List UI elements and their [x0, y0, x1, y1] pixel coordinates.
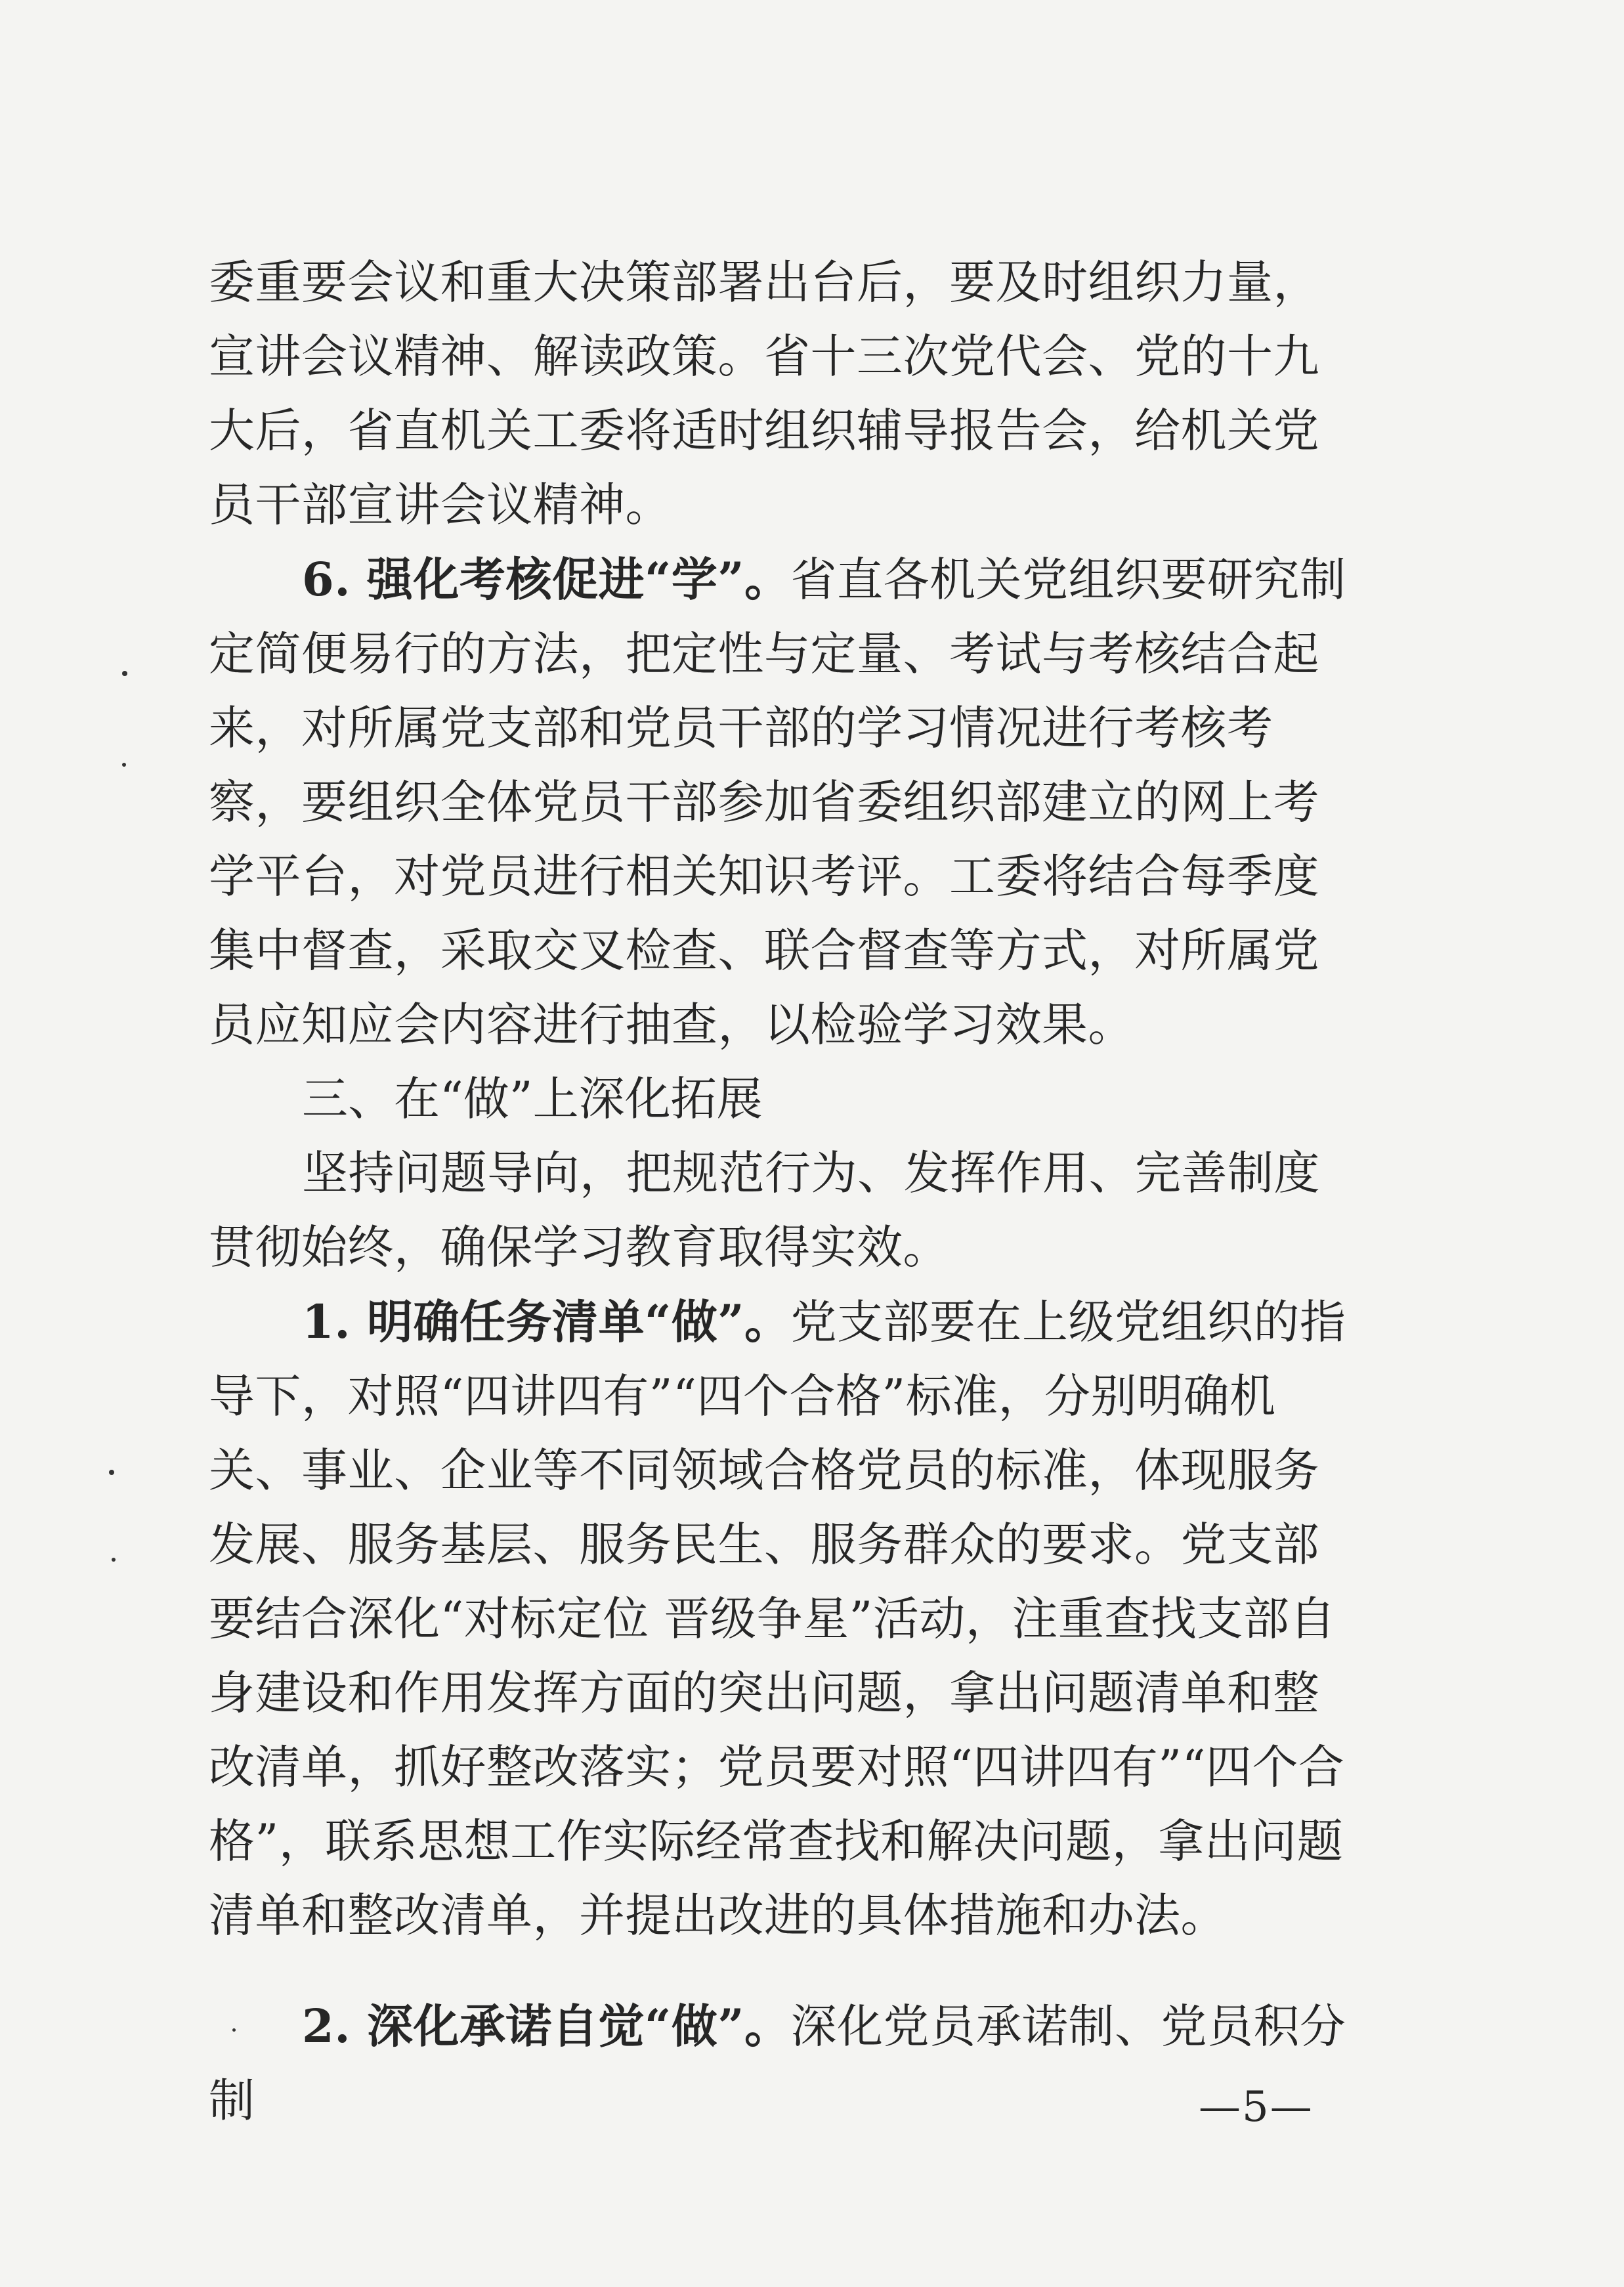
- scan-speck: [112, 1558, 116, 1562]
- item-heading: 2. 深化承诺自觉“做”。: [302, 1999, 791, 2053]
- scan-speck: [109, 1470, 114, 1475]
- paragraph-item-2: [209, 1989, 1364, 2138]
- item-heading: 6. 强化考核促进“学”。: [302, 552, 791, 607]
- paragraph-text: 省直各机关党组织要研究制定简便易行的方法，把定性与定量、考试与考核结合起来，对所属党支部和党员干部的学习情况进行考核考察，要组织全体党员干部参加省委组织部建立的网上考学平台，对党员进行相关知识考评。工委将结合每季度集中督查，采取交叉检查、联合督查等方式，对所属党员应知应会内容进行抽查，以检验学习效果。: [209, 553, 1346, 1052]
- paragraph-item-1: [209, 1285, 1364, 1953]
- page-number: —5—: [1199, 2083, 1314, 2131]
- paragraph-section-intro: [209, 1136, 1364, 1285]
- scan-speck: [122, 763, 126, 767]
- item-heading: 1. 明确任务清单“做”。: [302, 1294, 791, 1349]
- scan-speck: [122, 671, 127, 676]
- paragraph-item-6: [209, 542, 1364, 1062]
- section-heading: 三、在“做”上深化拓展: [302, 1072, 763, 1126]
- paragraph-text: 党支部要在上级党组织的指导下，对照“四讲四有”“四个合格”标准，分别明确机关、事业、企业等不同领域合格党员的标准，体现服务发展、服务基层、服务民生、服务群众的要求。党支部要结合深化“对标定位 晋级争星”活动，注重查找支部自身建设和作用发挥方面的突出问题，拿出问题清单和整改清单，抓好整改落实；党员要对照“四讲四有”“四个合格”，联系思想工作实际经常查找和解决问题，拿出问题清单和整改清单，并提出改进的具体措施和办法。: [209, 1295, 1346, 1942]
- paragraph-text: 坚持问题导向，把规范行为、发挥作用、完善制度贯彻始终，确保学习教育取得实效。: [209, 1146, 1320, 1274]
- paragraph-text: 委重要会议和重大决策部署出台后，要及时组织力量，宣讲会议精神、解读政策。省十三次党代会、党的十九大后，省直机关工委将适时组织辅导报告会，给机关党员干部宣讲会议精神。: [209, 255, 1319, 532]
- paragraph-text: 深化党员承诺制、党员积分制: [209, 1999, 1346, 2127]
- scan-speck: [232, 2028, 236, 2032]
- paragraph-continuation: [209, 246, 1364, 542]
